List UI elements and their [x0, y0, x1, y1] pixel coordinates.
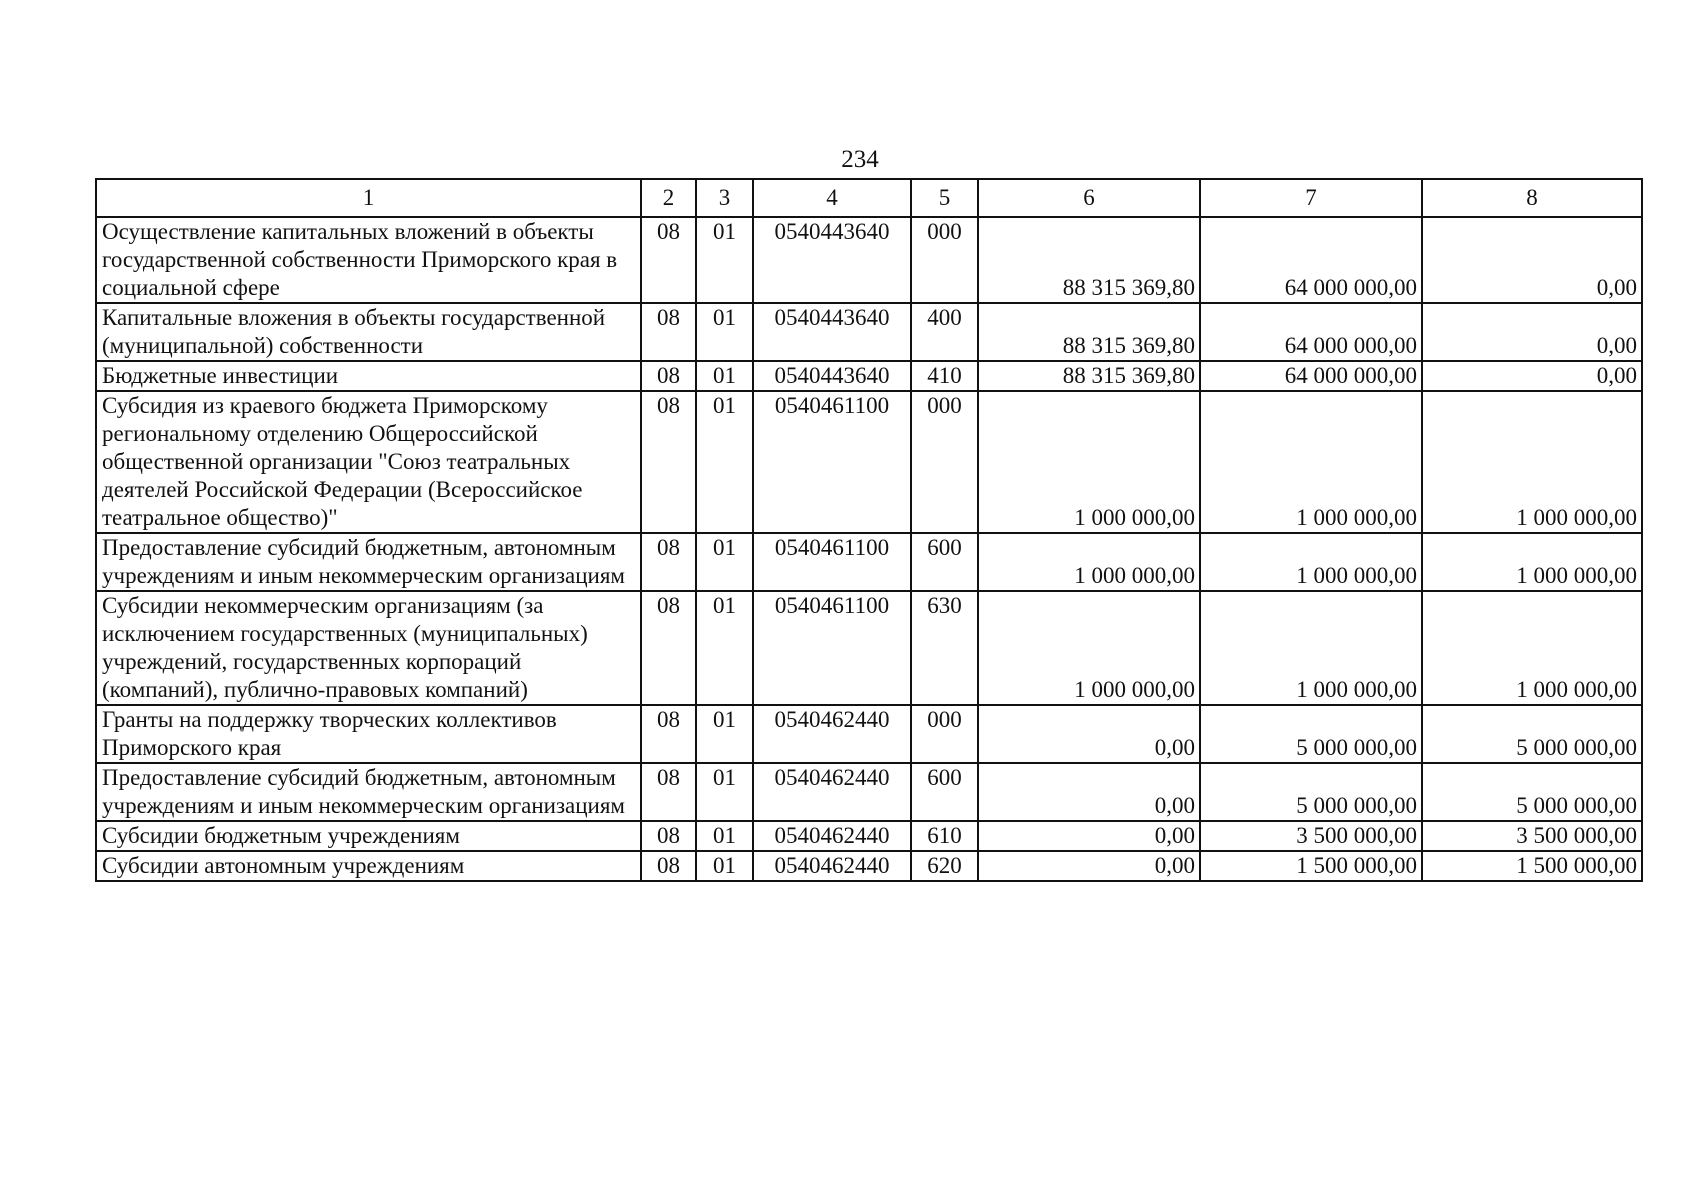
amount-col8-cell: 5 000 000,00 [1422, 763, 1642, 821]
row-name-cell: Бюджетные инвестиции [96, 361, 641, 391]
column-header: 5 [911, 179, 978, 217]
expense-type-cell: 000 [911, 705, 978, 763]
amount-col7-cell: 1 000 000,00 [1200, 533, 1422, 591]
amount-col8-cell: 1 500 000,00 [1422, 851, 1642, 881]
target-article-cell: 0540462440 [753, 851, 911, 881]
amount-col6-cell: 88 315 369,80 [978, 303, 1200, 361]
expense-type-cell: 400 [911, 303, 978, 361]
table-row [96, 217, 1642, 303]
amount-col8-cell: 0,00 [1422, 303, 1642, 361]
amount-col7-cell: 1 500 000,00 [1200, 851, 1422, 881]
table-row [96, 763, 1642, 821]
section-code-cell: 08 [641, 851, 696, 881]
table-header [96, 179, 1642, 217]
section-code-cell: 08 [641, 391, 696, 533]
row-name-cell: Субсидии некоммерческим организациям (за исключением государственных (муниципальных) учреждений, государственных корпораций (компаний), публично-правовых компаний) [96, 591, 641, 705]
amount-col6-cell: 1 000 000,00 [978, 591, 1200, 705]
row-name-cell: Предоставление субсидий бюджетным, автономным учреждениям и иным некоммерческим организациям [96, 533, 641, 591]
amount-col6-cell: 0,00 [978, 705, 1200, 763]
table-row [96, 533, 1642, 591]
column-header: 1 [96, 179, 641, 217]
subsection-code-cell: 01 [696, 303, 753, 361]
table-body [96, 217, 1642, 881]
section-code-cell: 08 [641, 705, 696, 763]
section-code-cell: 08 [641, 763, 696, 821]
row-name-cell: Капитальные вложения в объекты государственной (муниципальной) собственности [96, 303, 641, 361]
table-row [96, 391, 1642, 533]
table-row [96, 705, 1642, 763]
page-number: 234 [841, 146, 879, 173]
target-article-cell: 0540443640 [753, 303, 911, 361]
expense-type-cell: 000 [911, 217, 978, 303]
row-name-cell: Предоставление субсидий бюджетным, автономным учреждениям и иным некоммерческим организациям [96, 763, 641, 821]
row-name-cell: Гранты на поддержку творческих коллективов Приморского края [96, 705, 641, 763]
section-code-cell: 08 [641, 217, 696, 303]
amount-col6-cell: 88 315 369,80 [978, 217, 1200, 303]
subsection-code-cell: 01 [696, 851, 753, 881]
amount-col8-cell: 1 000 000,00 [1422, 391, 1642, 533]
amount-col6-cell: 0,00 [978, 821, 1200, 851]
subsection-code-cell: 01 [696, 391, 753, 533]
amount-col8-cell: 3 500 000,00 [1422, 821, 1642, 851]
column-header: 7 [1200, 179, 1422, 217]
table-row [96, 303, 1642, 361]
amount-col7-cell: 64 000 000,00 [1200, 361, 1422, 391]
expense-type-cell: 600 [911, 533, 978, 591]
amount-col6-cell: 0,00 [978, 851, 1200, 881]
target-article-cell: 0540443640 [753, 361, 911, 391]
amount-col8-cell: 0,00 [1422, 361, 1642, 391]
section-code-cell: 08 [641, 591, 696, 705]
subsection-code-cell: 01 [696, 821, 753, 851]
amount-col6-cell: 0,00 [978, 763, 1200, 821]
expense-type-cell: 630 [911, 591, 978, 705]
subsection-code-cell: 01 [696, 217, 753, 303]
amount-col7-cell: 64 000 000,00 [1200, 303, 1422, 361]
table-row [96, 821, 1642, 851]
expense-type-cell: 000 [911, 391, 978, 533]
table-row [96, 361, 1642, 391]
row-name-cell: Субсидии автономным учреждениям [96, 851, 641, 881]
expense-type-cell: 600 [911, 763, 978, 821]
section-code-cell: 08 [641, 821, 696, 851]
table-row [96, 591, 1642, 705]
subsection-code-cell: 01 [696, 763, 753, 821]
amount-col7-cell: 3 500 000,00 [1200, 821, 1422, 851]
amount-col7-cell: 64 000 000,00 [1200, 217, 1422, 303]
amount-col8-cell: 5 000 000,00 [1422, 705, 1642, 763]
amount-col7-cell: 1 000 000,00 [1200, 391, 1422, 533]
column-header: 6 [978, 179, 1200, 217]
expense-type-cell: 410 [911, 361, 978, 391]
target-article-cell: 0540461100 [753, 391, 911, 533]
column-header: 3 [696, 179, 753, 217]
section-code-cell: 08 [641, 303, 696, 361]
subsection-code-cell: 01 [696, 591, 753, 705]
amount-col6-cell: 1 000 000,00 [978, 391, 1200, 533]
row-name-cell: Субсидии бюджетным учреждениям [96, 821, 641, 851]
target-article-cell: 0540462440 [753, 705, 911, 763]
amount-col7-cell: 5 000 000,00 [1200, 763, 1422, 821]
budget-table [95, 178, 1643, 882]
column-header: 2 [641, 179, 696, 217]
section-code-cell: 08 [641, 533, 696, 591]
target-article-cell: 0540461100 [753, 591, 911, 705]
column-header: 8 [1422, 179, 1642, 217]
amount-col6-cell: 1 000 000,00 [978, 533, 1200, 591]
table-row [96, 851, 1642, 881]
amount-col7-cell: 5 000 000,00 [1200, 705, 1422, 763]
target-article-cell: 0540462440 [753, 821, 911, 851]
column-header: 4 [753, 179, 911, 217]
expense-type-cell: 620 [911, 851, 978, 881]
target-article-cell: 0540461100 [753, 533, 911, 591]
amount-col8-cell: 1 000 000,00 [1422, 533, 1642, 591]
target-article-cell: 0540443640 [753, 217, 911, 303]
amount-col7-cell: 1 000 000,00 [1200, 591, 1422, 705]
row-name-cell: Субсидия из краевого бюджета Приморскому региональному отделению Общероссийской общественной организации "Союз театральных деятелей Российской Федерации (Всероссийское театральное общество)" [96, 391, 641, 533]
target-article-cell: 0540462440 [753, 763, 911, 821]
subsection-code-cell: 01 [696, 705, 753, 763]
subsection-code-cell: 01 [696, 533, 753, 591]
section-code-cell: 08 [641, 361, 696, 391]
amount-col8-cell: 0,00 [1422, 217, 1642, 303]
expense-type-cell: 610 [911, 821, 978, 851]
header-row [96, 179, 1642, 217]
amount-col8-cell: 1 000 000,00 [1422, 591, 1642, 705]
subsection-code-cell: 01 [696, 361, 753, 391]
row-name-cell: Осуществление капитальных вложений в объекты государственной собственности Приморского края в социальной сфере [96, 217, 641, 303]
amount-col6-cell: 88 315 369,80 [978, 361, 1200, 391]
